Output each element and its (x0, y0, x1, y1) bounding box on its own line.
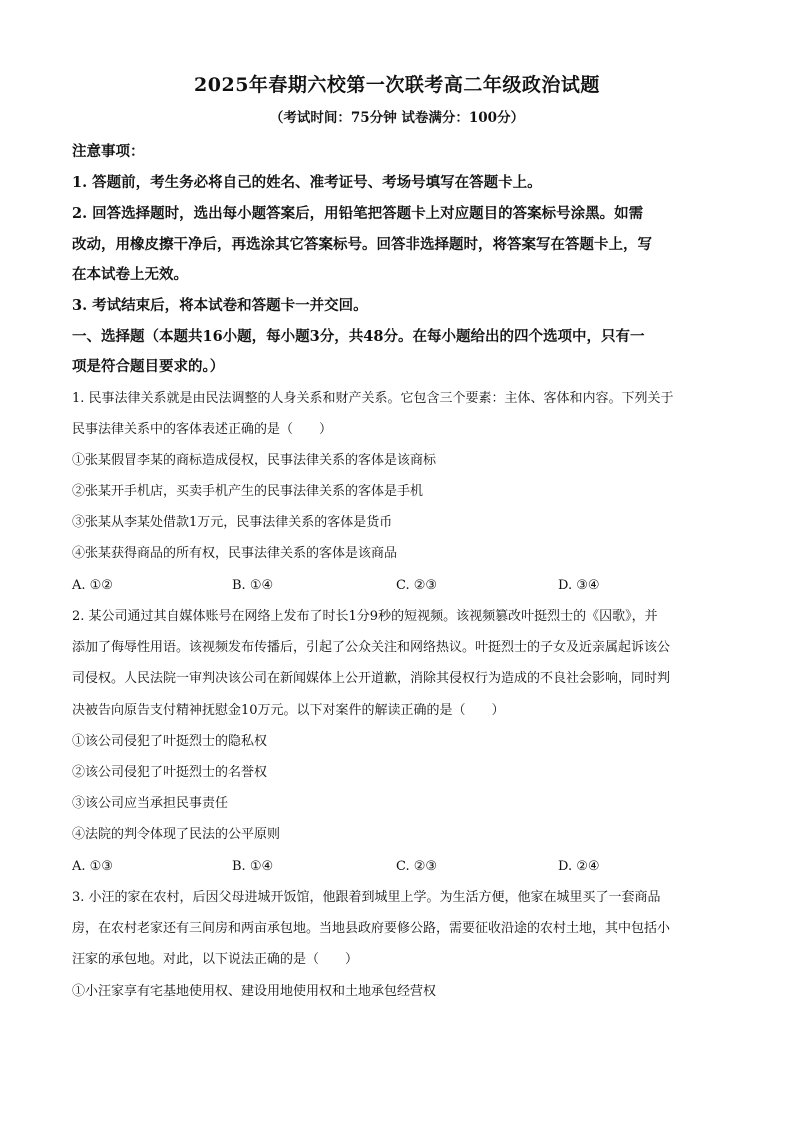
q2-item: ③该公司应当承担民事责任 (72, 796, 229, 811)
page-subtitle: （考试时间：75分钟 试卷满分：100分） (269, 110, 525, 126)
q1-option-d: D. ③④ (558, 578, 600, 593)
q2-stem: 2. 某公司通过其自媒体账号在网络上发布了时长1分9秒的短视频。该视频篡改叶挺烈士的《囚歌》，并 (72, 609, 658, 624)
section-heading: 一、选择题（本题共16小题，每小题3分，共48分。在每小题给出的四个选项中，只有一 (72, 328, 645, 345)
q3-item: ①小汪家享有宅基地使用权、建设用地使用权和土地承包经营权 (72, 984, 437, 999)
q1-option-c: C. ②③ (396, 578, 438, 593)
q2-item: ④法院的判令体现了民法的公平原则 (72, 827, 281, 842)
q2-item: ②该公司侵犯了叶挺烈士的名誉权 (72, 765, 268, 780)
notice-line: 1. 答题前，考生务必将自己的姓名、准考证号、考场号填写在答题卡上。 (72, 174, 542, 191)
q2-stem: 添加了侮辱性用语。该视频发布传播后，引起了公众关注和网络热议。叶挺烈士的子女及近亲属起诉该公 (72, 640, 671, 655)
q3-stem: 3. 小汪的家在农村，后因父母进城开饭馆，他跟着到城里上学。为生活方便，他家在城里买了一套商品 (72, 890, 661, 905)
q1-stem: 民事法律关系中的客体表述正确的是（ ） (72, 422, 333, 437)
q2-option-d: D. ②④ (558, 859, 600, 874)
q1-option-a: A. ①② (72, 578, 113, 593)
page-title: 2025年春期六校第一次联考高二年级政治试题 (194, 74, 600, 96)
q1-stem: 1. 民事法律关系就是由民法调整的人身关系和财产关系。它包含三个要素：主体、客体和内容。下列关于 (72, 391, 674, 406)
q3-stem: 房，在农村老家还有三间房和两亩承包地。当地县政府要修公路，需要征收沿途的农村土地，其中包括小 (72, 921, 671, 936)
q1-item: ①张某假冒李某的商标造成侵权，民事法律关系的客体是该商标 (72, 453, 437, 468)
q2-option-a: A. ①③ (72, 859, 113, 874)
q1-item: ④张某获得商品的所有权，民事法律关系的客体是该商品 (72, 546, 398, 561)
q3-stem: 汪家的承包地。对此，以下说法正确的是（ ） (72, 952, 359, 967)
notice-line: 2. 回答选择题时，选出每小题答案后，用铅笔把答题卡上对应题目的答案标号涂黑。如需 (72, 205, 644, 222)
section-heading: 项是符合题目要求的。） (72, 358, 225, 375)
q2-stem: 司侵权。人民法院一审判决该公司在新闻媒体上公开道歉，消除其侵权行为造成的不良社会影响，同时判 (72, 671, 671, 686)
q1-item: ③张某从李某处借款1万元，民事法律关系的客体是货币 (72, 515, 393, 530)
q1-option-b: B. ①④ (232, 578, 274, 593)
q2-option-b: B. ①④ (232, 859, 274, 874)
q2-item: ①该公司侵犯了叶挺烈士的隐私权 (72, 734, 268, 749)
notice-heading: 注意事项： (72, 143, 145, 160)
q2-stem: 决被告向原告支付精神抚慰金10万元。以下对案件的解读正确的是（ ） (72, 703, 505, 718)
q2-option-c: C. ②③ (396, 859, 438, 874)
q1-item: ②张某开手机店，买卖手机产生的民事法律关系的客体是手机 (72, 484, 424, 499)
notice-line: 3. 考试结束后，将本试卷和答题卡一并交回。 (72, 297, 368, 314)
notice-line: 改动，用橡皮擦干净后，再选涂其它答案标号。回答非选择题时，将答案写在答题卡上，写 (72, 236, 652, 253)
notice-line: 在本试卷上无效。 (72, 266, 188, 283)
